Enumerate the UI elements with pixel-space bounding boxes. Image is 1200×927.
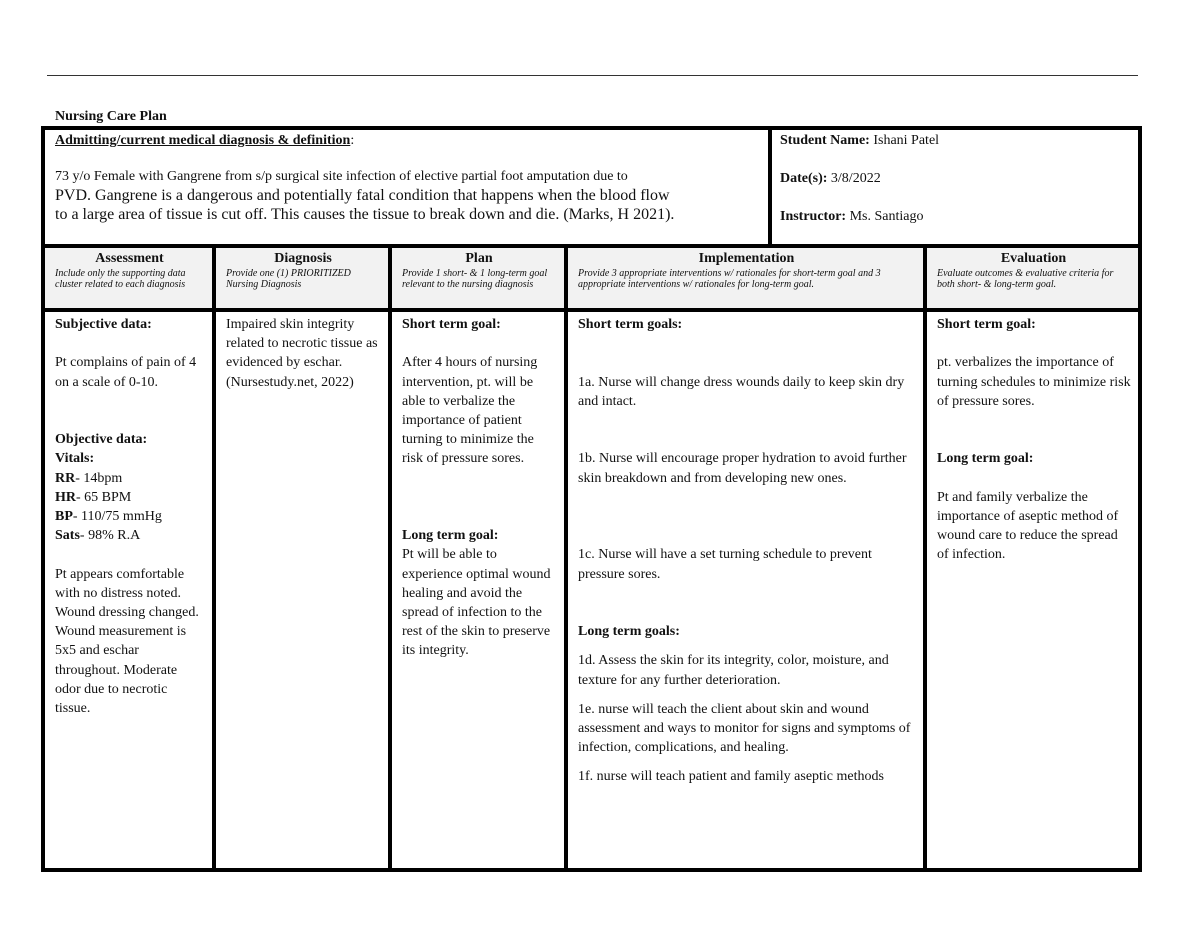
diagnosis-header-title: Diagnosis: [274, 251, 332, 266]
implementation-header-note: Provide 3 appropriate interventions w/ rationales for short-term goal and 3 appropriate interventions w/ rationales for long-term goal.: [578, 268, 881, 290]
dates-row: [780, 171, 1130, 209]
diagnosis-label: Admitting/current medical diagnosis & definition: [55, 133, 351, 148]
instructor-value: Ms. Santiago: [849, 209, 924, 224]
document-title: Nursing Care Plan: [55, 109, 167, 124]
diagnosis-cell: [45, 130, 772, 244]
instructor-label: Instructor:: [780, 209, 847, 224]
hr-label: HR: [55, 489, 76, 505]
diagnosis-header: [216, 248, 392, 308]
vital-bp: [55, 507, 206, 526]
student-name-row: [780, 133, 1130, 171]
rr-label: RR: [55, 470, 76, 486]
diagnosis-line-2: PVD. Gangrene is a dangerous and potentially fatal condition that happens when the blood flow: [55, 187, 670, 204]
plan-short-text: After 4 hours of nursing intervention, pt. will be able to verbalize the importance of patient turning to minimize the risk of pressure sores.: [402, 355, 538, 467]
eval-long-text: Pt and family verbalize the importance of aseptic method of wound care to reduce the spread of infection.: [937, 489, 1119, 563]
plan-long-text: Pt will be able to experience optimal wound healing and avoid the spread of infection to the rest of the skin to preserve its integrity.: [402, 547, 551, 659]
impl-item-1e: 1e. nurse will teach the client about skin and wound assessment and ways to monitor for signs and symptoms of infection, complications, and healing.: [578, 701, 911, 756]
evaluation-header: [927, 248, 1138, 308]
impl-item-1b: 1b. Nurse will encourage proper hydration to avoid further skin breakdown and from developing new ones.: [578, 451, 907, 486]
vital-sats: [55, 526, 206, 545]
impl-item-1d: 1d. Assess the skin for its integrity, color, moisture, and texture for any further deterioration.: [578, 653, 889, 688]
rr-value: - 14bpm: [75, 470, 123, 486]
subjective-label: Subjective data:: [55, 317, 152, 332]
diagnosis-header-note: Provide one (1) PRIORITIZED Nursing Diagnosis: [226, 268, 351, 290]
bp-value: - 110/75 mmHg: [72, 508, 162, 524]
hr-value: - 65 BPM: [76, 489, 132, 505]
table-body-row: [45, 312, 1138, 868]
implementation-cell: [568, 312, 927, 868]
eval-short-text: pt. verbalizes the importance of turning schedules to minimize risk of pressure sores.: [937, 355, 1131, 409]
subjective-text: Pt complains of pain of 4 on a scale of 0-10.: [55, 355, 197, 390]
impl-item-1f: 1f. nurse will teach patient and family aseptic methods: [578, 769, 884, 785]
implementation-header-title: Implementation: [698, 251, 795, 266]
impl-item-1a: 1a. Nurse will change dress wounds daily to keep skin dry and intact.: [578, 374, 905, 409]
evaluation-header-note: Evaluate outcomes & evaluative criteria for both short- & long-term goal.: [937, 268, 1114, 290]
diagnosis-colon: :: [350, 133, 355, 148]
assessment-notes: Pt appears comfortable with no distress noted. Wound dressing changed. Wound measurement is 5x5 and eschar throughout. Moderate odor due to necrotic tissue.: [55, 566, 199, 716]
plan-short-label: Short term goal:: [402, 317, 501, 332]
student-name-label: Student Name:: [780, 133, 870, 148]
impl-item-1c: 1c. Nurse will have a set turning schedule to prevent pressure sores.: [578, 547, 872, 582]
impl-short-label: Short term goals:: [578, 317, 683, 332]
evaluation-header-title: Evaluation: [1000, 251, 1067, 266]
assessment-header: [45, 248, 216, 308]
care-plan-table: [41, 248, 1142, 872]
top-divider: [47, 75, 1138, 76]
sats-value: - 98% R.A: [79, 528, 141, 544]
plan-header-title: Plan: [465, 251, 493, 266]
dates-label: Date(s):: [780, 171, 828, 186]
instructor-row: [780, 209, 1130, 247]
objective-label: Objective data:: [55, 432, 148, 448]
plan-header: [392, 248, 568, 308]
header-table: [41, 126, 1142, 248]
assessment-header-title: Assessment: [95, 251, 164, 266]
student-name-value: Ishani Patel: [873, 133, 940, 148]
diagnosis-line-3: to a large area of tissue is cut off. This causes the tissue to break down and die. (Marks, H 2021).: [55, 206, 675, 223]
vitals-label: Vitals:: [55, 451, 95, 467]
dates-value: 3/8/2022: [830, 171, 881, 186]
assessment-cell: [45, 312, 216, 868]
eval-long-label: Long term goal:: [937, 451, 1034, 467]
assessment-header-note: Include only the supporting data cluster related to each diagnosis: [55, 268, 186, 290]
evaluation-cell: [927, 312, 1138, 868]
bp-label: BP: [55, 508, 73, 524]
plan-long-label: Long term goal:: [402, 528, 499, 544]
sats-label: Sats: [55, 528, 80, 544]
diagnosis-line-1: 73 y/o Female with Gangrene from s/p surgical site infection of elective partial foot amputation due to: [55, 169, 628, 184]
vital-hr: [55, 488, 206, 507]
impl-long-label: Long term goals:: [578, 624, 680, 640]
plan-header-note: Provide 1 short- & 1 long-term goal relevant to the nursing diagnosis: [402, 268, 548, 290]
diagnosis-cell-body: [216, 312, 392, 868]
student-info-cell: [772, 130, 1138, 244]
table-header-row: [45, 248, 1138, 312]
plan-cell: [392, 312, 568, 868]
eval-short-label: Short term goal:: [937, 317, 1036, 332]
vital-rr: [55, 469, 206, 488]
nursing-diagnosis-text: Impaired skin integrity related to necrotic tissue as evidenced by eschar. (Nursestudy.net, 2022): [226, 317, 378, 390]
implementation-header: [568, 248, 927, 308]
